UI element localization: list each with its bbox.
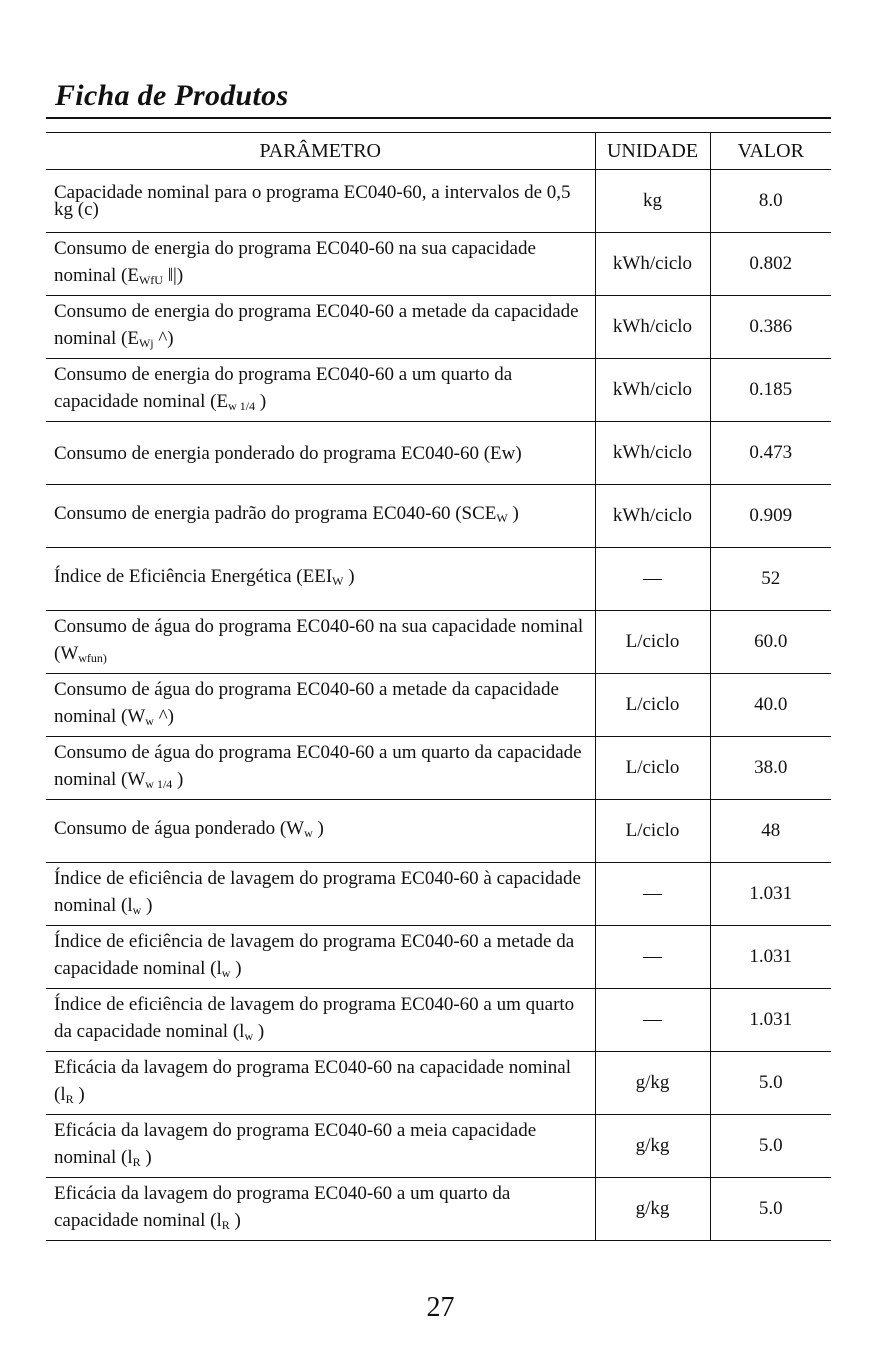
- page-number: 27: [426, 1292, 455, 1323]
- parameter-subscript: w: [244, 1028, 254, 1043]
- parameter-suffix: ): [507, 503, 519, 524]
- parameter-subscript: W: [496, 511, 508, 525]
- parameter-text: Eficácia da lavagem do programa EC040-60 na capacidade nominal (l: [54, 1056, 571, 1105]
- table-row: [46, 1115, 831, 1178]
- table-row: [46, 863, 831, 926]
- parameter-text: Consumo de energia padrão do programa EC040-60 (SCE: [54, 503, 497, 524]
- unit-cell: —: [595, 926, 710, 989]
- table-row: [46, 674, 831, 737]
- table-row: [46, 737, 831, 800]
- value-cell: 60.0: [710, 611, 831, 674]
- parameter-cell: [46, 989, 595, 1052]
- parameter-text: Consumo de água do programa EC040-60 a um quarto da capacidade nominal (W: [54, 741, 582, 790]
- parameter-text: Consumo de energia do programa EC040-60 a metade da capacidade nominal (E: [54, 300, 579, 349]
- value-cell: 48: [710, 800, 831, 863]
- table-row: [46, 1178, 831, 1241]
- parameter-subscript: R: [132, 1154, 141, 1169]
- parameter-text: Consumo de energia ponderado do programa EC040-60 (Ew): [54, 442, 522, 464]
- value-cell: 0.386: [710, 296, 831, 359]
- parameter-cell: [46, 737, 595, 800]
- parameter-subscript: w: [132, 902, 142, 917]
- value-cell: 5.0: [710, 1052, 831, 1115]
- table-body: [46, 170, 831, 1241]
- parameter-subscript: w: [145, 713, 154, 728]
- parameter-text: Índice de eficiência de lavagem do programa EC040-60 a um quarto da capacidade nominal (l: [54, 993, 575, 1042]
- parameter-subscript: R: [65, 1091, 74, 1106]
- page-title: Ficha de Produtos: [55, 79, 289, 112]
- parameter-cell: [46, 863, 595, 926]
- parameter-suffix: ^): [153, 327, 174, 349]
- table-row: [46, 422, 831, 485]
- unit-cell: kWh/ciclo: [595, 296, 710, 359]
- unit-cell: kWh/ciclo: [595, 485, 710, 548]
- table-row: [46, 926, 831, 989]
- parameter-cell: [46, 611, 595, 674]
- unit-cell: —: [595, 548, 710, 611]
- parameter-suffix: ): [141, 894, 153, 916]
- unit-cell: L/ciclo: [595, 611, 710, 674]
- parameter-text: Eficácia da lavagem do programa EC040-60 a meia capacidade nominal (l: [54, 1119, 537, 1168]
- parameter-cell: [46, 296, 595, 359]
- table-row: [46, 989, 831, 1052]
- parameter-suffix: ): [172, 768, 184, 790]
- parameter-text: Consumo de água do programa EC040-60 na sua capacidade nominal (W: [54, 615, 584, 664]
- parameter-cell: [46, 1115, 595, 1178]
- unit-cell: g/kg: [595, 1115, 710, 1178]
- table-row: [46, 170, 831, 233]
- table-row: [46, 359, 831, 422]
- unit-cell: kWh/ciclo: [595, 233, 710, 296]
- parameter-subscript: w: [304, 826, 313, 840]
- parameter-cell: [46, 926, 595, 989]
- title-divider: [46, 117, 831, 119]
- value-cell: 8.0: [710, 170, 831, 233]
- value-cell: 1.031: [710, 989, 831, 1052]
- parameter-text: Consumo de água ponderado (W: [54, 818, 305, 839]
- column-header-unit: UNIDADE: [595, 133, 710, 170]
- value-cell: 0.185: [710, 359, 831, 422]
- unit-cell: kWh/ciclo: [595, 422, 710, 485]
- parameter-subscript: w: [221, 965, 231, 980]
- value-cell: 52: [710, 548, 831, 611]
- parameter-text: Consumo de energia do programa EC040-60 a um quarto da capacidade nominal (E: [54, 363, 513, 412]
- table-row: [46, 548, 831, 611]
- parameter-suffix: ): [73, 1083, 85, 1105]
- value-cell: 38.0: [710, 737, 831, 800]
- value-cell: 0.802: [710, 233, 831, 296]
- value-cell: 40.0: [710, 674, 831, 737]
- parameter-suffix: ): [140, 1146, 152, 1168]
- parameter-text: Eficácia da lavagem do programa EC040-60 a um quarto da capacidade nominal (l: [54, 1182, 511, 1231]
- table-header-row: [46, 133, 831, 170]
- parameter-cell: [46, 800, 595, 863]
- parameter-suffix: ): [312, 818, 324, 839]
- value-cell: 1.031: [710, 863, 831, 926]
- parameter-cell: [46, 170, 595, 233]
- parameter-subscript: W: [332, 574, 344, 588]
- unit-cell: —: [595, 989, 710, 1052]
- unit-cell: g/kg: [595, 1052, 710, 1115]
- parameter-cell: [46, 1052, 595, 1115]
- parameter-subscript: wfun): [78, 650, 107, 665]
- unit-cell: L/ciclo: [595, 800, 710, 863]
- parameter-subscript: w 1/4: [228, 398, 256, 413]
- table-row: [46, 611, 831, 674]
- unit-cell: g/kg: [595, 1178, 710, 1241]
- value-cell: 1.031: [710, 926, 831, 989]
- parameter-subscript: WfU: [138, 272, 163, 287]
- parameter-cell: [46, 233, 595, 296]
- product-fiche-table: [46, 132, 831, 1241]
- parameter-cell: [46, 548, 595, 611]
- table-row: [46, 800, 831, 863]
- parameter-subscript: Wj: [138, 335, 154, 350]
- parameter-cell: [46, 674, 595, 737]
- value-cell: 5.0: [710, 1115, 831, 1178]
- parameter-suffix: ǁ|): [162, 264, 184, 286]
- unit-cell: L/ciclo: [595, 737, 710, 800]
- parameter-subscript: R: [221, 1217, 230, 1232]
- parameter-cell: [46, 1178, 595, 1241]
- parameter-text: Índice de Eficiência Energética (EEI: [54, 566, 333, 587]
- unit-cell: L/ciclo: [595, 674, 710, 737]
- column-header-parameter: PARÂMETRO: [46, 133, 595, 170]
- table-row: [46, 296, 831, 359]
- table-row: [46, 1052, 831, 1115]
- parameter-text: Consumo de água do programa EC040-60 a metade da capacidade nominal (W: [54, 678, 559, 727]
- parameter-suffix: ): [343, 566, 355, 587]
- parameter-cell: [46, 422, 595, 485]
- column-header-value: VALOR: [710, 133, 831, 170]
- parameter-suffix: ^): [153, 705, 174, 727]
- parameter-cell: [46, 359, 595, 422]
- parameter-text: Índice de eficiência de lavagem do programa EC040-60 a metade da capacidade nominal (l: [54, 930, 575, 979]
- table-row: [46, 233, 831, 296]
- value-cell: 0.909: [710, 485, 831, 548]
- unit-cell: kg: [595, 170, 710, 233]
- parameter-suffix: ): [229, 1209, 241, 1231]
- unit-cell: kWh/ciclo: [595, 359, 710, 422]
- parameter-text: Índice de eficiência de lavagem do programa EC040-60 à capacidade nominal (l: [54, 867, 581, 916]
- parameter-suffix: ): [230, 957, 242, 979]
- table-row: [46, 485, 831, 548]
- parameter-suffix: ): [255, 390, 267, 412]
- parameter-subscript: w 1/4: [145, 776, 173, 791]
- parameter-suffix: ): [253, 1020, 265, 1042]
- parameter-cell: [46, 485, 595, 548]
- value-cell: 5.0: [710, 1178, 831, 1241]
- unit-cell: —: [595, 863, 710, 926]
- parameter-text: Capacidade nominal para o programa EC040-60, a intervalos de 0,5 kg (c): [54, 182, 571, 220]
- parameter-text: Consumo de energia do programa EC040-60 na sua capacidade nominal (E: [54, 237, 536, 286]
- value-cell: 0.473: [710, 422, 831, 485]
